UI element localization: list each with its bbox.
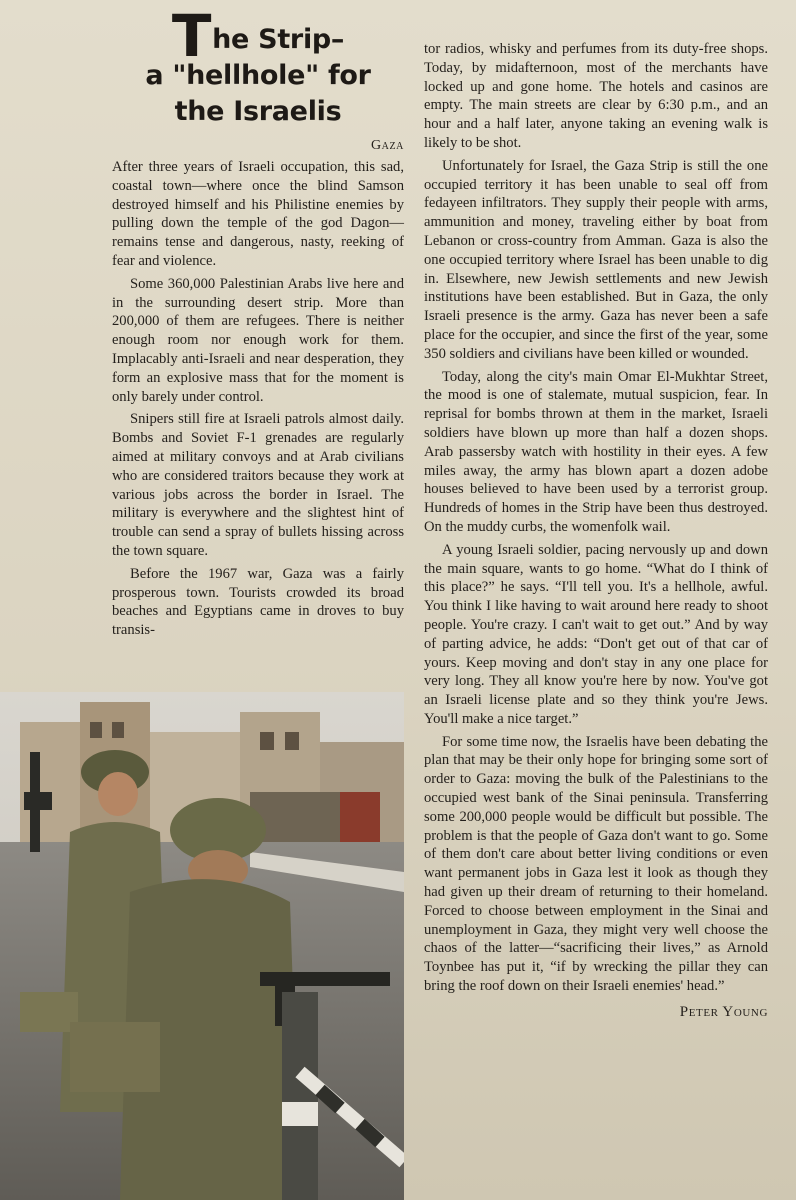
paragraph: Snipers still fire at Israeli patrols almost daily. Bombs and Soviet F-1 grenades are regularly aimed at military convoys and at Arab civilians who are considered traitors because they work at various jobs across the border in Israel. The military is everywhere and the slightest hint of trouble can send a spray of bullets hissing across the town square. (112, 411, 404, 559)
paragraph: A young Israeli soldier, pacing nervously up and down the main square, wants to go home. “What do I think of this place?” he says. “I'll tell you. It's a hellhole, awful. You think I like having to wait around here ready to shoot people. You're crazy. I can't wait to get out.” And by way of parting advice, he adds: “Don't get out of that car of yours. Keep moving and don't stay in any one place for very long. They all know you're here by now. You've got an Israeli license plate and so they think you're Jews. You'll make a nice target.” (424, 541, 768, 727)
paragraph: Today, along the city's main Omar El-Mukhtar Street, the mood is one of stalemate, mutual suspicion, fear. In reprisal for bombs thrown at them in the market, Israeli soldiers have blown up more than half a dozen shops. Arab passersby watch with hostility in their eyes. A few miles away, the army has blown apart a dozen adobe houses believed to have been used by a terrorist group. Hundreds of homes in the Strip have been thus destroyed. On the muddy curbs, the womenfolk wail. (424, 368, 768, 535)
paragraph: Before the 1967 war, Gaza was a fairly prosperous town. Tourists crowded its broad beaches and Egyptians came in droves to buy transis- (112, 565, 404, 639)
paragraph: For some time now, the Israelis have been debating the plan that may be their only hope for bringing some sort of order to Gaza: moving the bulk of the Palestinians to the occupied west bank of the Sinai peninsula. Transferring some 200,000 people would be difficult but possible. The problem is that the people of Gaza don't want to go. Some of them don't care about better living conditions or even want permanent jobs in Gaza lest it look as though they had given up their dream of returning to their homeland. Forced to choose between employment in the Sinai and unemployment in Gaza, they might very well choose the chaos of the latter—“sacrificing their lives,” as Arnold Toynbee has put it, “if by wrecking the pillar they can bring the roof down on their Israeli enemies' head.” (424, 733, 768, 995)
dateline: Gaza (370, 138, 404, 153)
right-column (424, 40, 768, 1021)
byline: Peter Young (679, 1003, 768, 1020)
headline-line-1-rest: he Strip– (212, 24, 345, 55)
headline-line-3: the Israelis (174, 96, 342, 127)
article-headline (112, 2, 404, 130)
headline-line-2: a "hellhole" for (145, 60, 371, 91)
paragraph: tor radios, whisky and perfumes from its duty-free shops. Today, by midafternoon, most of the merchants have locked up and gone home. The hotels and casinos are empty. The main streets are clear by 6:30 p.m., and an hour and a half later, anyone taking an evening walk is likely to be shot. (424, 41, 768, 151)
paragraph: Some 360,000 Palestinian Arabs live here and in the surrounding desert strip. More than 200,000 of them are refugees. There is neither enough room nor enough work for them. Implacably anti-Israeli and near desperation, they form an explosive mass that for the moment is only barely under control. (112, 275, 404, 405)
paragraph: After three years of Israeli occupation, this sad, coastal town—where once the blind Samson destroyed himself and his Philistine enemies by pulling down the temple of the god Dagon—remains tense and dangerous, nasty, reeking of fear and violence. (112, 159, 404, 269)
headline-dropcap: T (171, 2, 212, 70)
soldiers-photo (0, 692, 404, 1200)
headline-line-1 (112, 2, 404, 70)
paragraph: Unfortunately for Israel, the Gaza Strip is still the one occupied territory it has been unable to seal off from fedayeen infiltrators. They supply their people with arms, ammunition and money, traveling either by boat from Lebanon or cross-country from Amman. Gaza is also the one occupied territory where Israel has been unable to dig in. Elsewhere, new Jewish settlements and new Jewish institutions have been established. But in Gaza, the only Israeli presence is the army. Gaza has never been a safe place for the occupier, and since the first of the year, some 350 soldiers and civilians have been killed or wounded. (424, 157, 768, 362)
left-column (112, 2, 404, 640)
